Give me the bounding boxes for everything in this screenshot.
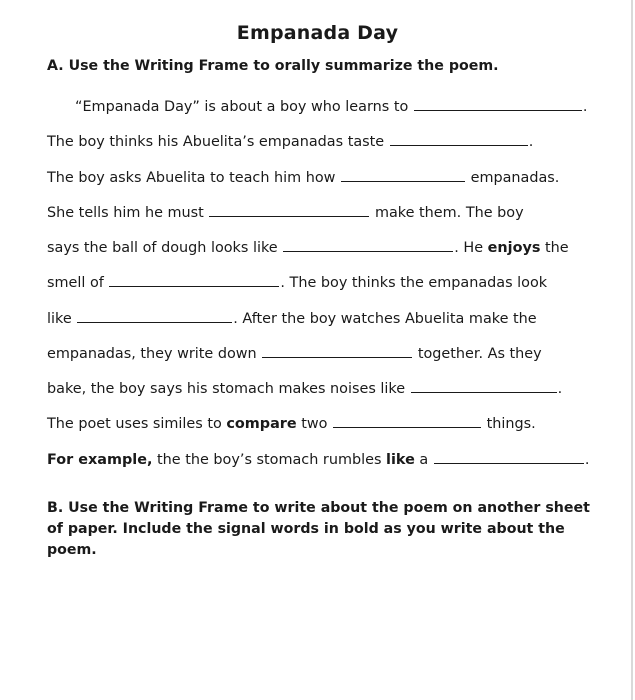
line-6-text: smell of bbox=[47, 275, 104, 291]
frame-line-11 bbox=[47, 450, 589, 470]
line-3-text: The boy asks Abuelita to teach him how bbox=[47, 170, 336, 186]
signal-word-for-example: For example, bbox=[47, 452, 153, 468]
section-b-instruction: B. Use the Writing Frame to write about the poem on another sheet of paper. Include the signal words in bold as you write about the poem. bbox=[47, 500, 590, 558]
line-7-end: . After the boy watches Abuelita make the bbox=[233, 311, 537, 327]
line-11-mid: a bbox=[419, 452, 429, 468]
frame-line-9 bbox=[47, 379, 562, 399]
signal-word-compare: compare bbox=[226, 416, 297, 432]
line-9-end: . bbox=[557, 381, 563, 397]
answer-blank-1[interactable] bbox=[414, 98, 582, 111]
frame-line-2 bbox=[47, 132, 533, 152]
frame-line-8 bbox=[47, 344, 542, 364]
frame-line-7 bbox=[47, 309, 537, 329]
line-5-mid: . He bbox=[454, 240, 484, 256]
answer-blank-4[interactable] bbox=[209, 204, 369, 217]
section-a-instruction: A. Use the Writing Frame to orally summarize the poem. bbox=[47, 58, 499, 74]
answer-blank-3[interactable] bbox=[341, 169, 465, 182]
answer-blank-11[interactable] bbox=[434, 451, 584, 464]
signal-word-enjoys: enjoys bbox=[487, 240, 541, 256]
line-11-text: the the boy’s stomach rumbles bbox=[157, 452, 382, 468]
answer-blank-2[interactable] bbox=[390, 133, 528, 146]
line-10-end: things. bbox=[486, 416, 536, 432]
frame-line-6 bbox=[47, 273, 547, 293]
answer-blank-7[interactable] bbox=[77, 310, 232, 323]
line-11-end: . bbox=[584, 452, 590, 468]
line-4-end: make them. The boy bbox=[374, 205, 524, 221]
frame-line-4 bbox=[47, 203, 524, 223]
frame-line-1 bbox=[75, 97, 587, 117]
answer-blank-5[interactable] bbox=[283, 239, 453, 252]
frame-line-5 bbox=[47, 238, 569, 258]
answer-blank-6[interactable] bbox=[109, 274, 279, 287]
line-2-text: The boy thinks his Abuelita’s empanadas taste bbox=[47, 134, 385, 150]
line-7-text: like bbox=[47, 311, 72, 327]
frame-line-3 bbox=[47, 168, 559, 188]
line-6-end: . The boy thinks the empanadas look bbox=[280, 275, 548, 291]
frame-line-10 bbox=[47, 414, 536, 434]
line-5-text: says the ball of dough looks like bbox=[47, 240, 278, 256]
line-2-end: . bbox=[528, 134, 534, 150]
line-1-end: . bbox=[582, 99, 588, 115]
answer-blank-10[interactable] bbox=[333, 415, 481, 428]
line-8-end: together. As they bbox=[417, 346, 542, 362]
line-9-text: bake, the boy says his stomach makes noises like bbox=[47, 381, 406, 397]
line-8-text: empanadas, they write down bbox=[47, 346, 257, 362]
page-title: Empanada Day bbox=[236, 22, 399, 44]
line-3-end: empanadas. bbox=[470, 170, 560, 186]
line-10-mid: two bbox=[301, 416, 328, 432]
line-10-text: The poet uses similes to bbox=[47, 416, 222, 432]
line-5-end: the bbox=[544, 240, 569, 256]
line-4-text: She tells him he must bbox=[47, 205, 204, 221]
answer-blank-8[interactable] bbox=[262, 345, 412, 358]
signal-word-like: like bbox=[386, 452, 415, 468]
answer-blank-9[interactable] bbox=[411, 380, 557, 393]
line-1-text: “Empanada Day” is about a boy who learns to bbox=[75, 99, 409, 115]
